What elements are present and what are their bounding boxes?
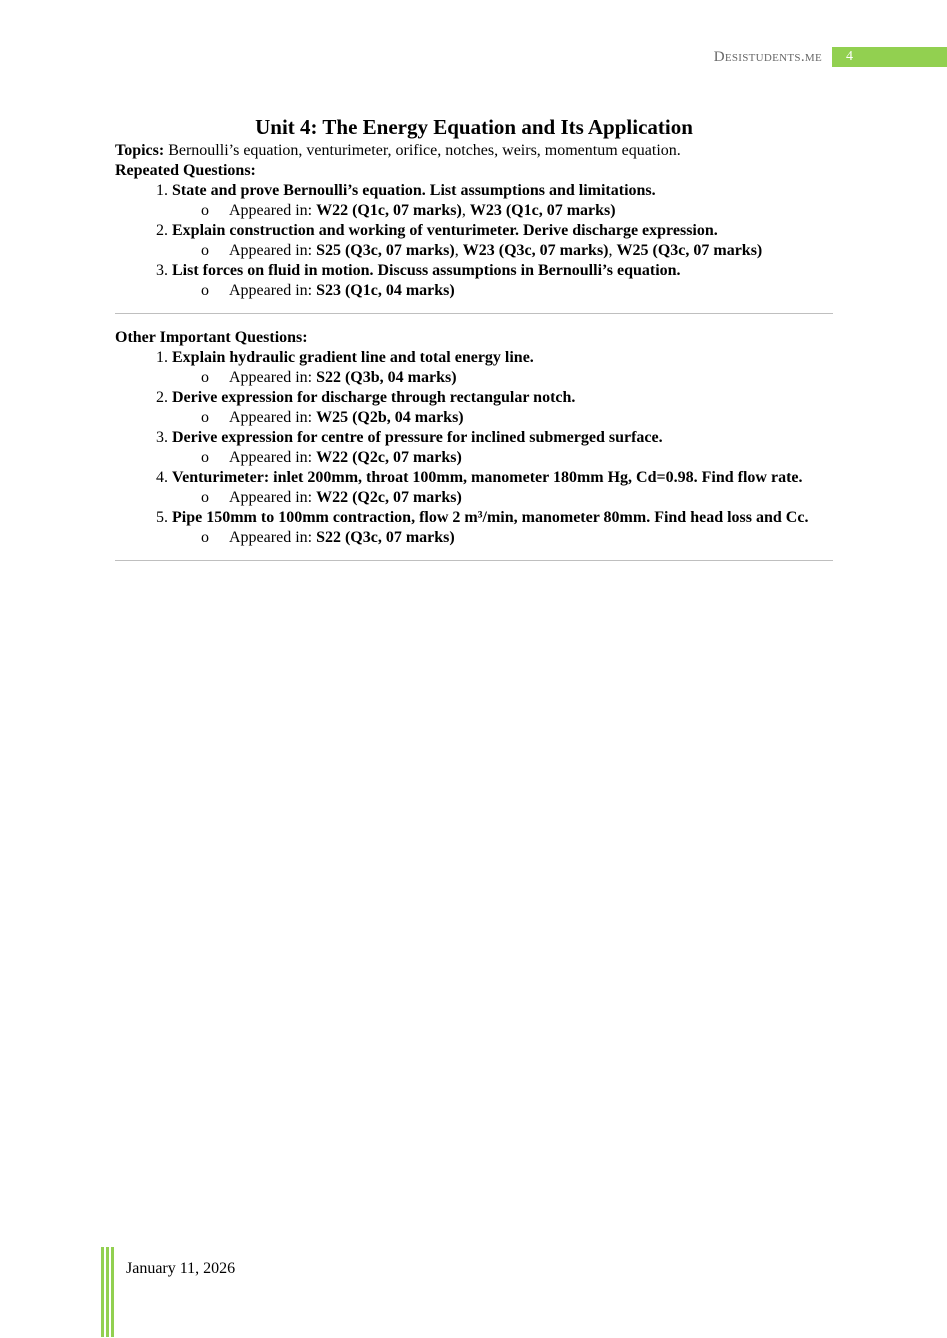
exam-reference: S22 (Q3b, 04 marks) (316, 369, 457, 386)
exam-reference: S25 (Q3c, 07 marks) (316, 242, 455, 259)
page-number-badge: 4 (832, 47, 947, 67)
question-text: 3. Derive expression for centre of pressure for inclined submerged surface. (172, 429, 663, 446)
appeared-in-row (115, 201, 833, 221)
question-item (172, 468, 833, 508)
exam-reference: W25 (Q3c, 07 marks) (616, 242, 763, 259)
appeared-in-label: Appeared in: (229, 282, 317, 299)
question-item (172, 181, 833, 221)
topics-line (115, 141, 833, 161)
question-text: 2. Explain construction and working of venturimeter. Derive discharge expression. (172, 222, 718, 239)
appeared-in-label: Appeared in: (229, 529, 317, 546)
bullet-icon: o (201, 449, 209, 466)
appeared-in-row (115, 408, 833, 428)
topics-text: Bernoulli’s equation, venturimeter, orifice, notches, weirs, momentum equation. (164, 142, 681, 159)
appeared-in-label: Appeared in: (229, 449, 317, 466)
question-text: 1. State and prove Bernoulli’s equation. List assumptions and limitations. (172, 182, 656, 199)
exam-reference: W22 (Q1c, 07 marks) (316, 202, 462, 219)
bullet-icon: o (201, 202, 209, 219)
bullet-icon: o (201, 282, 209, 299)
exam-reference: W23 (Q3c, 07 marks) (462, 242, 609, 259)
bullet-icon: o (201, 529, 209, 546)
topics-label: Topics: (115, 142, 165, 159)
question-item (172, 261, 833, 301)
exam-reference: W25 (Q2b, 04 marks) (316, 409, 464, 426)
bullet-icon: o (201, 489, 209, 506)
other-heading: Other Important Questions: (115, 329, 308, 346)
section-divider (115, 560, 833, 561)
footer-accent-bars (101, 1247, 115, 1337)
question-text: 3. List forces on fluid in motion. Discuss assumptions in Bernoulli’s equation. (172, 262, 681, 279)
exam-reference: S22 (Q3c, 07 marks) (316, 529, 455, 546)
exam-separator: , (608, 242, 617, 259)
question-text: 4. Venturimeter: inlet 200mm, throat 100mm, manometer 180mm Hg, Cd=0.98. Find flow rate. (172, 469, 803, 486)
question-text: 1. Explain hydraulic gradient line and total energy line. (172, 349, 534, 366)
bullet-icon: o (201, 369, 209, 386)
question-item (172, 428, 833, 468)
question-text: 5. Pipe 150mm to 100mm contraction, flow 2 m³/min, manometer 80mm. Find head loss and Cc. (172, 509, 809, 526)
exam-separator: , (454, 242, 463, 259)
appeared-in-label: Appeared in: (229, 369, 317, 386)
bullet-icon: o (201, 242, 209, 259)
appeared-in-row (115, 368, 833, 388)
appeared-in-label: Appeared in: (229, 409, 317, 426)
question-item (172, 348, 833, 388)
appeared-in-row (115, 448, 833, 468)
other-questions-list (115, 348, 833, 548)
question-item (172, 221, 833, 261)
question-item (172, 388, 833, 428)
appeared-in-label: Appeared in: (229, 489, 317, 506)
page-title: Unit 4: The Energy Equation and Its Application (255, 115, 693, 139)
exam-reference: W22 (Q2c, 07 marks) (316, 489, 462, 506)
appeared-in-label: Appeared in: (229, 242, 317, 259)
exam-reference: S23 (Q1c, 04 marks) (316, 282, 455, 299)
bullet-icon: o (201, 409, 209, 426)
appeared-in-row (115, 488, 833, 508)
appeared-in-row (115, 528, 833, 548)
question-text: 2. Derive expression for discharge through rectangular notch. (172, 389, 576, 406)
question-item (172, 508, 833, 548)
section-divider (115, 313, 833, 314)
footer-date: January 11, 2026 (126, 1260, 236, 1277)
appeared-in-row (115, 281, 833, 301)
exam-reference: W23 (Q1c, 07 marks) (469, 202, 616, 219)
exam-separator: , (461, 202, 470, 219)
appeared-in-row (115, 241, 833, 261)
header-site-name: Desistudents.me (713, 49, 822, 65)
repeated-heading: Repeated Questions: (115, 162, 256, 179)
appeared-in-label: Appeared in: (229, 202, 317, 219)
exam-reference: W22 (Q2c, 07 marks) (316, 449, 462, 466)
repeated-questions-list (115, 181, 833, 301)
page-content (115, 115, 833, 575)
